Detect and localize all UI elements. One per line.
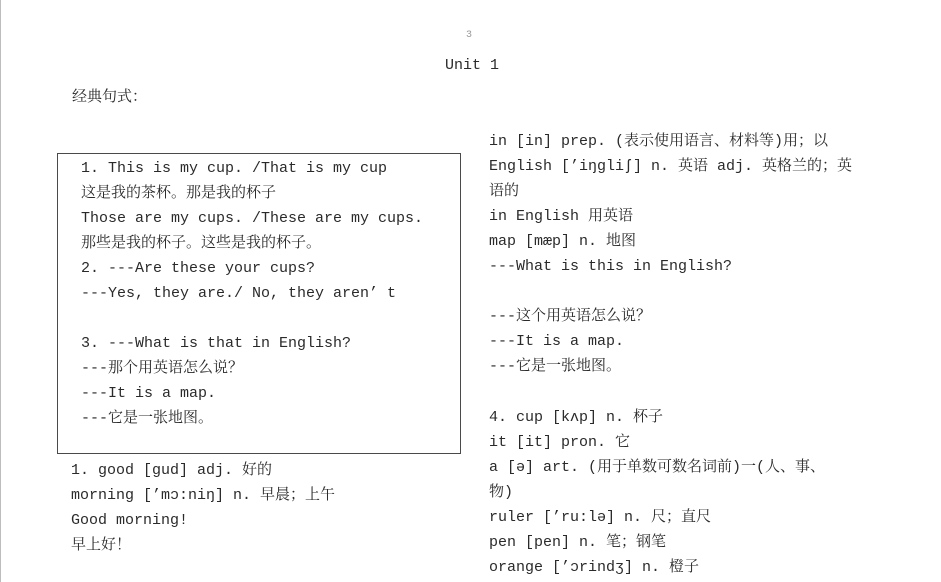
dialog-line: ---这个用英语怎么说？	[489, 308, 652, 325]
vocab-line: 物)	[489, 484, 514, 501]
dialog-line: ---What is this in English?	[489, 258, 733, 275]
page-number: 3	[466, 30, 473, 41]
vocab-line: 4. cup [kʌp] n. 杯子	[489, 409, 664, 426]
pattern-line: 那些是我的杯子。这些是我的杯子。	[81, 235, 322, 252]
vocab-line: 1. good [gud] adj. 好的	[71, 462, 273, 479]
unit-title: Unit 1	[445, 57, 500, 74]
dialog-line: ---它是一张地图。	[489, 358, 622, 375]
vocab-line: in English 用英语	[489, 208, 634, 225]
pattern-line: ---它是一张地图。	[81, 410, 214, 427]
pattern-line: 3. ---What is that in English?	[81, 335, 352, 352]
vocab-line: it [it] pron. 它	[489, 434, 631, 451]
vocab-line: in [in] prep. (表示使用语言、材料等)用；以	[489, 133, 829, 150]
section-heading: 经典句式：	[72, 87, 148, 105]
vocab-line: map [mæp] n. 地图	[489, 233, 637, 250]
vocab-line: pen [pen] n. 笔；钢笔	[489, 534, 667, 551]
pattern-line: 2. ---Are these your cups?	[81, 260, 316, 277]
vocab-line: a [ə] art. (用于单数可数名词前)一(人、事、	[489, 459, 826, 476]
vocab-line: Good morning!	[71, 512, 189, 529]
vocab-line: ruler [’ru:lə] n. 尺；直尺	[489, 509, 712, 526]
pattern-line: ---It is a map.	[81, 385, 217, 402]
pattern-line: ---Yes, they are./ No, they aren’ t	[81, 285, 397, 302]
vocab-line: English [’iŋgliʃ] n. 英语 adj. 英格兰的；英	[489, 158, 853, 175]
pattern-line: 这是我的茶杯。那是我的杯子	[81, 185, 277, 202]
vocab-line: morning [’mɔ:niŋ] n. 早晨；上午	[71, 487, 336, 504]
vocab-line: 语的	[489, 183, 520, 200]
pattern-line: Those are my cups. /These are my cups.	[81, 210, 424, 227]
vocab-line: 早上好！	[71, 537, 132, 554]
vocab-line: orange [’ɔrindʒ] n. 橙子	[489, 559, 700, 576]
dialog-line: ---It is a map.	[489, 333, 625, 350]
page-edge	[0, 0, 1, 582]
pattern-line: 1. This is my cup. /That is my cup	[81, 160, 388, 177]
pattern-line: ---那个用英语怎么说？	[81, 360, 244, 377]
